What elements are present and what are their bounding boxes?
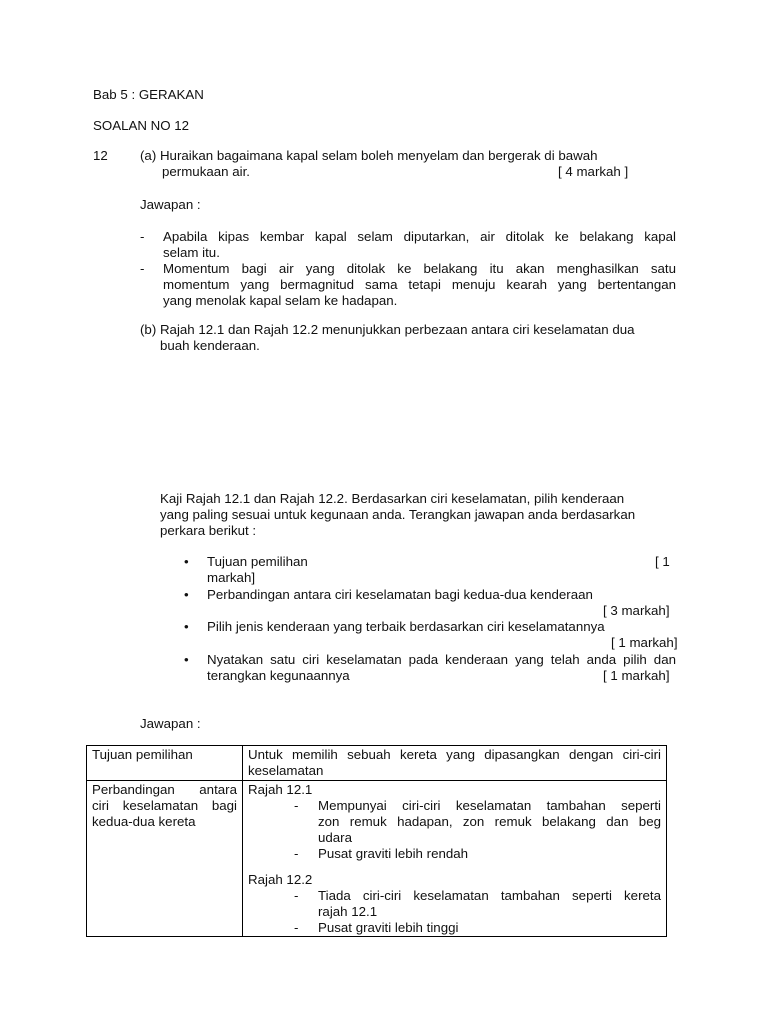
table-row [87, 746, 667, 781]
question-number-heading: SOALAN NO 12 [93, 118, 190, 133]
row1-label: Tujuan pemilihan [92, 747, 193, 762]
table-row [87, 781, 667, 937]
criteria-4-text: Nyatakan satu ciri keselamatan pada kenderaan yang telah anda pilih dan [207, 652, 676, 667]
criteria-2-text: Perbandingan antara ciri keselamatan bagi kedua-dua kenderaan [207, 587, 593, 602]
bullet-icon: • [184, 554, 189, 569]
d1-item2-line1: Pusat graviti lebih rendah [318, 846, 469, 861]
criteria-3-marks: [ 1 markah] [611, 635, 678, 650]
question-number: 12 [93, 148, 108, 163]
d2-item2-line1: Pusat graviti lebih tinggi [318, 920, 459, 935]
criteria-2-marks: [ 3 markah] [603, 603, 670, 618]
list-item-cont [248, 904, 661, 920]
table-cell-label [87, 746, 243, 781]
task-line3: perkara berikut : [160, 523, 257, 538]
answer-a2-line3: yang menolak kapal selam ke hadapan. [163, 293, 398, 308]
d2-item1-line1: Tiada ciri-ciri keselamatan tambahan seperti kereta [318, 888, 661, 903]
answer-label-a: Jawapan : [140, 197, 201, 212]
row1-content-line2: keselamatan [248, 763, 324, 778]
row2-label-line1: Perbandingan antara [92, 782, 237, 797]
answer-a1-line2: selam itu. [163, 245, 220, 260]
answer-label-b: Jawapan : [140, 716, 201, 731]
d1-item1-line3: udara [318, 830, 353, 845]
row2-label-line3: kedua-dua kereta [92, 814, 196, 829]
list-item-cont [248, 830, 661, 846]
answer-dash: - [140, 229, 145, 244]
bullet-icon: • [184, 619, 189, 634]
table-cell-label [87, 781, 243, 937]
list-item [248, 888, 661, 904]
criteria-1-marks: [ 1 [655, 554, 670, 569]
diagram2-title: Rajah 12.2 [248, 872, 313, 887]
part-a-marks: [ 4 markah ] [558, 164, 629, 179]
d1-item1-line2: zon remuk hadapan, zon remuk belakang dan beg [318, 814, 661, 829]
list-item [248, 846, 661, 862]
answer-a2-line1: Momentum bagi air yang ditolak ke belakang itu akan menghasilkan satu [163, 261, 676, 276]
diagram1-title: Rajah 12.1 [248, 782, 313, 797]
chapter-title: Bab 5 : GERAKAN [93, 87, 204, 102]
d2-item1-line2: rajah 12.1 [318, 904, 378, 919]
list-item [248, 798, 661, 814]
criteria-4-text-cont: terangkan kegunaannya [207, 668, 350, 683]
part-b-line2: buah kenderaan. [160, 338, 260, 353]
part-a-line1: (a) Huraikan bagaimana kapal selam boleh menyelam dan bergerak di bawah [140, 148, 598, 163]
dash: - [294, 798, 299, 813]
task-line2: yang paling sesuai untuk kegunaan anda. Terangkan jawapan anda berdasarkan [160, 507, 636, 522]
part-b-line1: (b) Rajah 12.1 dan Rajah 12.2 menunjukkan perbezaan antara ciri keselamatan dua [140, 322, 635, 337]
part-a-line2: permukaan air. [162, 164, 250, 179]
task-line1: Kaji Rajah 12.1 dan Rajah 12.2. Berdasarkan ciri keselamatan, pilih kenderaan [160, 491, 625, 506]
table-cell-content [243, 781, 667, 937]
list-item-cont [248, 814, 661, 830]
criteria-1-marks-cont: markah] [207, 570, 256, 585]
bullet-icon: • [184, 652, 189, 667]
criteria-3-text: Pilih jenis kenderaan yang terbaik berdasarkan ciri keselamatannya [207, 619, 605, 634]
d1-item1-line1: Mempunyai ciri-ciri keselamatan tambahan seperti [318, 798, 661, 813]
dash: - [294, 920, 299, 935]
row1-content-line1: Untuk memilih sebuah kereta yang dipasangkan dengan ciri-ciri [248, 747, 661, 762]
answer-a1-line1: Apabila kipas kembar kapal selam diputarkan, air ditolak ke belakang kapal [163, 229, 676, 244]
answer-dash: - [140, 261, 145, 276]
criteria-4-marks: [ 1 markah] [603, 668, 670, 683]
dash: - [294, 888, 299, 903]
criteria-1-text: Tujuan pemilihan [207, 554, 308, 569]
list-item [248, 920, 661, 936]
bullet-icon: • [184, 587, 189, 602]
answer-table [86, 745, 667, 937]
dash: - [294, 846, 299, 861]
answer-a2-line2: momentum yang bermagnitud sama tetapi menuju kearah yang bertentangan [163, 277, 676, 292]
table-cell-content [243, 746, 667, 781]
row2-label-line2: ciri keselamatan bagi [92, 798, 237, 813]
